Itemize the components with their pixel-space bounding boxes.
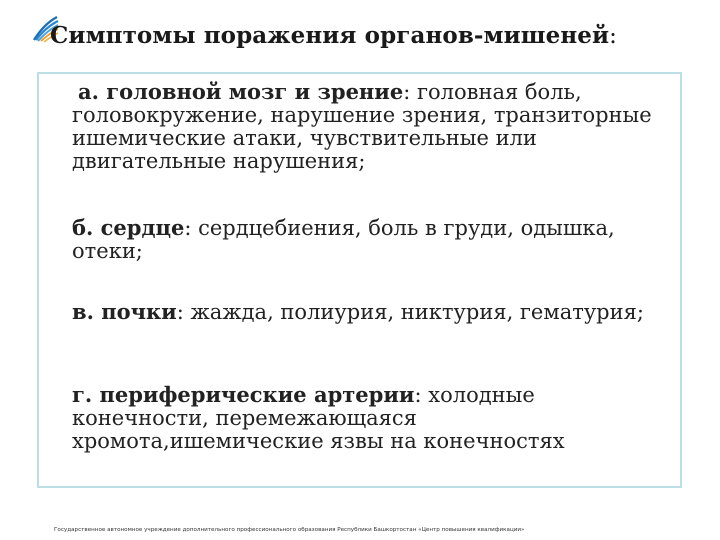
- item-text: холодные конечности, перемежающаяся хромота,ишемические язвы на конечностях: [72, 383, 565, 453]
- item-separator: :: [414, 383, 429, 407]
- symptom-item-heart: [72, 216, 672, 263]
- item-separator: :: [176, 300, 191, 324]
- item-heading: а. головной мозг и зрение: [78, 79, 404, 104]
- symptom-item-brain: [72, 80, 672, 173]
- item-heading: в. почки: [72, 299, 177, 324]
- slide-title: Симптомы поражения органов-мишеней:: [50, 22, 618, 49]
- footer-text: Государственное автономное учреждение дополнительного профессионального образования Республики Башкортостан «Центр повышения квалификации»: [54, 527, 525, 533]
- item-text: жажда, полиурия, никтурия, гематурия;: [190, 300, 644, 324]
- item-separator: :: [403, 80, 418, 104]
- content-box: [37, 72, 682, 488]
- item-heading: г. периферические артерии: [72, 382, 415, 407]
- item-heading: б. сердце: [72, 215, 185, 240]
- item-separator: :: [184, 216, 199, 240]
- item-text: головная боль, головокружение, нарушение зрения, транзиторные ишемические атаки, чувствительные или двигательные нарушения;: [72, 80, 652, 173]
- symptom-item-arteries: [72, 383, 672, 453]
- symptom-item-kidneys: [72, 300, 672, 324]
- item-text: сердцебиения, боль в груди, одышка, отеки;: [72, 216, 615, 263]
